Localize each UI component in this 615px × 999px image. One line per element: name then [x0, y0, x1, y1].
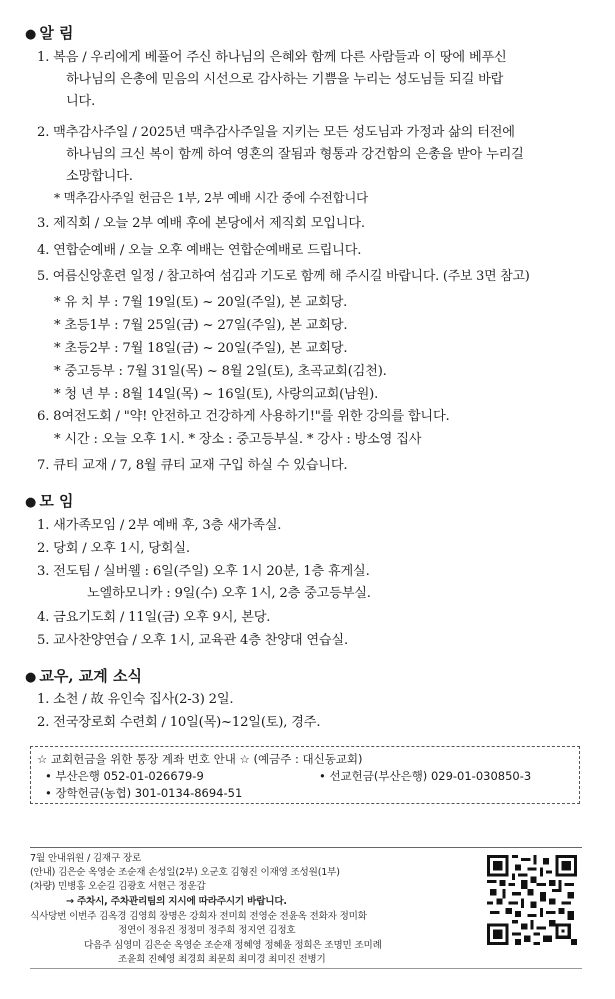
notice-line: * 초등2부 : 7월 18일(금) ~ 20일(주일), 본 교회당. — [54, 341, 348, 356]
footer-ushers: (안내) 김은순 옥영순 조순재 손성일(2부) 오군호 김형진 이재영 조성원(1부) — [30, 867, 340, 878]
meeting-line: 노엘하모니카 : 9일(수) 오후 1시, 2층 중고등부실. — [87, 586, 371, 601]
notice-line: 소망합니다. — [66, 169, 133, 184]
account-scholarship-offering: • 장학헌금(농협) 301-0134-8694-51 — [45, 786, 243, 800]
footer-divider-bottom — [30, 968, 582, 969]
news-line: 1. 소천 / 故 유인숙 집사(2-3) 2일. — [37, 692, 234, 707]
meeting-line: 4. 금요기도회 / 11일(금) 오후 9시, 본당. — [37, 610, 271, 625]
footer-parking: (차량) 민병홍 오순길 김광호 서현근 정운갑 — [30, 881, 206, 892]
footer-meal-this-week-cont: 정연이 정유진 정정미 정주희 정지연 김정호 — [118, 925, 296, 936]
footer-divider-top — [30, 847, 582, 848]
account-box-title: ☆ 교회헌금을 위한 통장 계좌 번호 안내 ☆ (예금주 : 대신동교회) — [37, 752, 363, 766]
qr-code-icon — [487, 855, 577, 945]
meeting-line: 3. 전도팀 / 실버웰 : 6일(주일) 오후 1시 20분, 1층 휴게실. — [37, 564, 370, 579]
footer-usher-lead: 7월 안내위원 / 김재구 장로 — [30, 853, 142, 864]
notice-line: 하나님의 크신 복이 함께 하여 영혼의 잘됨과 형통과 강건함의 은총을 받아 누리길 — [66, 147, 524, 162]
meeting-line: 2. 당회 / 오후 1시, 당회실. — [37, 541, 190, 556]
notice-line: 니다. — [66, 94, 96, 109]
notice-line: 2. 맥추감사주일 / 2025년 맥추감사주일을 지키는 모든 성도님과 가정과 삶의 터전에 — [37, 125, 515, 140]
notice-line: * 유 치 부 : 7월 19일(토) ~ 20일(주일), 본 교회당. — [54, 295, 348, 310]
notice-line: 5. 여름신앙훈련 일정 / 참고하여 섬김과 기도로 함께 해 주시길 바랍니다. (주보 3면 참고) — [37, 269, 530, 284]
meeting-line: 5. 교사찬양연습 / 오후 1시, 교육관 4층 찬양대 연습실. — [37, 633, 348, 648]
notice-line: 7. 큐티 교재 / 7, 8월 큐티 교재 구입 하실 수 있습니다. — [37, 458, 348, 473]
notice-line: 3. 제직회 / 오늘 2부 예배 후에 본당에서 제직회 모입니다. — [37, 216, 365, 231]
account-info-box — [30, 746, 580, 804]
notice-line: * 중고등부 : 7월 31일(목) ~ 8월 2일(토), 초곡교회(김천). — [54, 364, 387, 379]
notice-line: * 맥추감사주일 헌금은 1부, 2부 예배 시간 중에 수전합니다 — [54, 190, 368, 205]
news-line: 2. 전국장로회 수련회 / 10일(목)~12일(토), 경주. — [37, 715, 321, 730]
footer-meal-this-week: 식사당번 이번주 김옥경 김영희 장명은 강희자 전미희 전영순 전윤옥 전화자 정미화 — [30, 911, 367, 922]
footer-meal-next-week: 다음주 심영미 김은순 옥영순 조순재 정혜영 정혜윤 정희은 조명민 조미례 — [84, 940, 382, 951]
notice-line: * 청 년 부 : 8월 14일(목) ~ 16일(토), 사랑의교회(남원). — [54, 387, 379, 402]
section-heading-meetings: ● 모 임 — [25, 492, 74, 510]
notice-line: * 초등1부 : 7월 25일(금) ~ 27일(주일), 본 교회당. — [54, 318, 348, 333]
footer-parking-note: → 주차시, 주차관리팀의 지시에 따라주시기 바랍니다. — [66, 896, 287, 907]
account-busan-bank: • 부산은행 052-01-026679-9 — [45, 769, 204, 783]
account-mission-offering: • 선교헌금(부산은행) 029-01-030850-3 — [319, 769, 532, 783]
meeting-line: 1. 새가족모임 / 2부 예배 후, 3층 새가족실. — [37, 518, 282, 533]
notice-line: 1. 복음 / 우리에게 베풀어 주신 하나님의 은혜와 함께 다른 사람들과 이 땅에 베푸신 — [37, 50, 507, 65]
notice-line: 하나님의 은총에 믿음의 시선으로 감사하는 기쁨을 누리는 성도님들 되길 바랍 — [66, 72, 504, 87]
notice-line: 6. 8여전도회 / "약! 안전하고 건강하게 사용하기!"를 위한 강의를 합니다. — [37, 409, 450, 424]
notice-line: * 시간 : 오늘 오후 1시. * 장소 : 중고등부실. * 강사 : 방소영 집사 — [54, 432, 422, 447]
section-heading-church-news: ● 교우, 교계 소식 — [25, 667, 142, 685]
notice-line: 4. 연합순예배 / 오늘 오후 예배는 연합순예배로 드립니다. — [37, 243, 362, 258]
footer-meal-next-week-cont: 조윤희 진혜영 최경희 최문희 최미경 최미진 전병기 — [118, 954, 326, 965]
section-heading-notices: ● 알 림 — [25, 24, 74, 42]
